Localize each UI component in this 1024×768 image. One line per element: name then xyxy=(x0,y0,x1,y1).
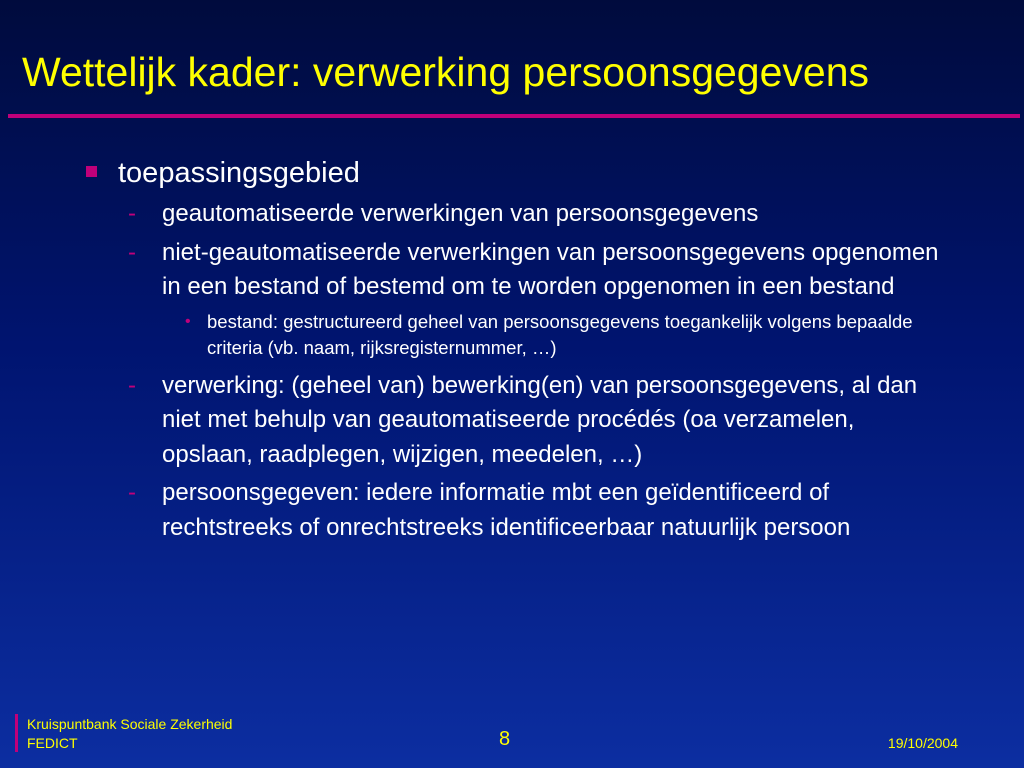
item-text: geautomatiseerde verwerkingen van persoonsgegevens xyxy=(162,200,759,227)
square-bullet-icon xyxy=(86,166,97,177)
item-text: verwerking: (geheel van) bewerking(en) van persoonsgegevens, al dan niet met behulp van geautomatiseerde procédés (oa verzamelen, opslaan, raadplegen, wijzigen, meedelen, …) xyxy=(162,371,918,468)
department-name: FEDICT xyxy=(27,735,78,751)
dash-item xyxy=(128,369,950,473)
dash-bullet-icon: - xyxy=(128,371,136,399)
item-text: bestand: gestructureerd geheel van persoonsgegevens toegankelijk volgens bepaalde criteria (vb. naam, rijksregisternummer, …) xyxy=(207,310,913,358)
dot-item xyxy=(185,309,914,361)
dash-item xyxy=(128,197,950,232)
footer-organization xyxy=(27,715,232,753)
title-divider xyxy=(8,114,1020,118)
footer-date: 19/10/2004 xyxy=(887,735,958,751)
dash-bullet-icon: - xyxy=(128,200,136,227)
dash-item xyxy=(128,476,950,545)
item-text: persoonsgegeven: iedere informatie mbt een geïdentificeerd of rechtstreeks of onrechtstreeks identificeerbaar natuurlijk persoon xyxy=(162,479,851,541)
organization-name: Kruispuntbank Sociale Zekerheid xyxy=(27,716,233,732)
dash-item xyxy=(128,236,950,305)
page-number: 8 xyxy=(499,728,511,750)
slide-content xyxy=(0,155,1024,549)
dash-bullet-icon: - xyxy=(128,238,136,266)
bullet-level1 xyxy=(118,155,1024,191)
footer-accent-bar xyxy=(15,714,18,752)
slide-title: Wettelijk kader: verwerking persoonsgegevens xyxy=(22,49,870,95)
item-text: niet-geautomatiseerde verwerkingen van persoonsgegevens opgenomen in een bestand of bestemd om te worden opgenomen in een bestand xyxy=(162,238,939,300)
bullet-text: toepassingsgebied xyxy=(118,157,360,189)
dot-bullet-icon: • xyxy=(185,312,191,330)
dash-bullet-icon: - xyxy=(128,479,136,506)
